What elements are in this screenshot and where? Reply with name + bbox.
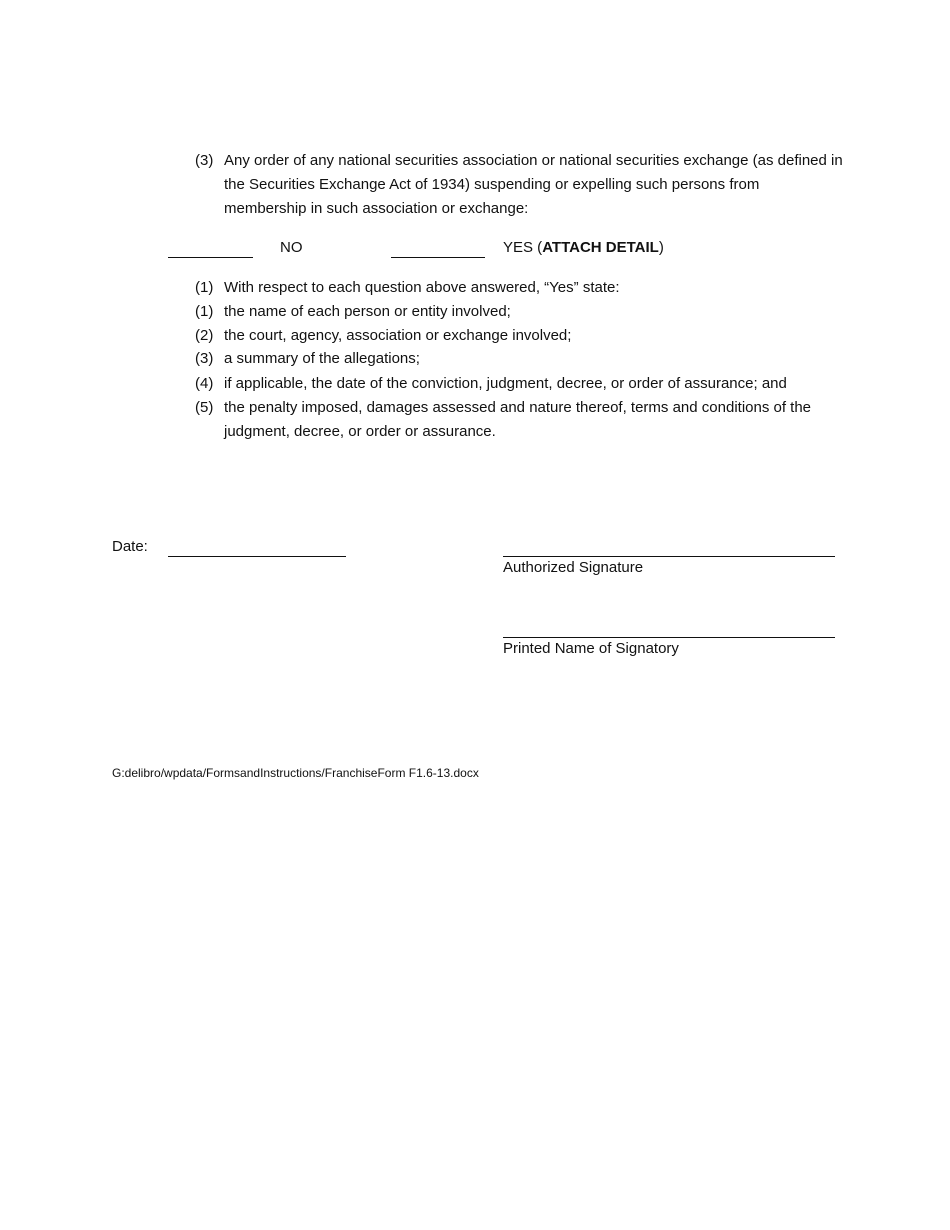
list-item bbox=[195, 372, 845, 396]
question-3-number: (3) bbox=[195, 152, 214, 169]
no-label: NO bbox=[280, 239, 303, 256]
question-3-text: Any order of any national securities association or national securities exchange (as defined in the Securities Exchange Act of 1934) suspending or expelling such persons from membership in such association or exchange: bbox=[224, 152, 843, 217]
attach-detail-label: ATTACH DETAIL bbox=[542, 239, 659, 256]
yes-label bbox=[503, 236, 664, 260]
authorized-signature-label: Authorized Signature bbox=[503, 559, 644, 576]
instructions-intro-text: With respect to each question above answered, “Yes” state: bbox=[224, 279, 620, 296]
footer-file-path: G:delibro/wpdata/FormsandInstructions/FranchiseForm F1.6-13.docx bbox=[112, 766, 479, 780]
list-item-text: if applicable, the date of the conviction, judgment, decree, or order of assurance; and bbox=[224, 375, 787, 392]
list-item-text: the name of each person or entity involved; bbox=[224, 303, 511, 320]
list-item-text: the penalty imposed, damages assessed and nature thereof, terms and conditions of the judgment, decree, or order or assurance. bbox=[224, 399, 812, 440]
question-3 bbox=[195, 149, 845, 221]
list-item-number: (4) bbox=[195, 375, 214, 392]
no-answer-blank[interactable] bbox=[168, 257, 253, 258]
list-item-text: the court, agency, association or exchange involved; bbox=[224, 327, 572, 344]
printed-name-label: Printed Name of Signatory bbox=[503, 640, 679, 657]
list-item bbox=[195, 347, 845, 371]
list-item bbox=[195, 324, 845, 348]
yes-label-prefix: YES ( bbox=[503, 239, 543, 256]
list-item-text: a summary of the allegations; bbox=[224, 350, 420, 367]
list-item-number: (5) bbox=[195, 399, 214, 416]
list-item-number: (2) bbox=[195, 327, 214, 344]
list-item bbox=[195, 396, 845, 444]
list-item bbox=[195, 300, 845, 324]
date-field[interactable] bbox=[168, 556, 346, 557]
instructions-intro bbox=[195, 276, 845, 300]
yes-answer-blank[interactable] bbox=[391, 257, 485, 258]
instructions-intro-number: (1) bbox=[195, 279, 214, 296]
list-item-number: (1) bbox=[195, 303, 214, 320]
yes-label-suffix: ) bbox=[658, 239, 664, 256]
list-item-number: (3) bbox=[195, 350, 214, 367]
date-label: Date: bbox=[112, 538, 148, 555]
